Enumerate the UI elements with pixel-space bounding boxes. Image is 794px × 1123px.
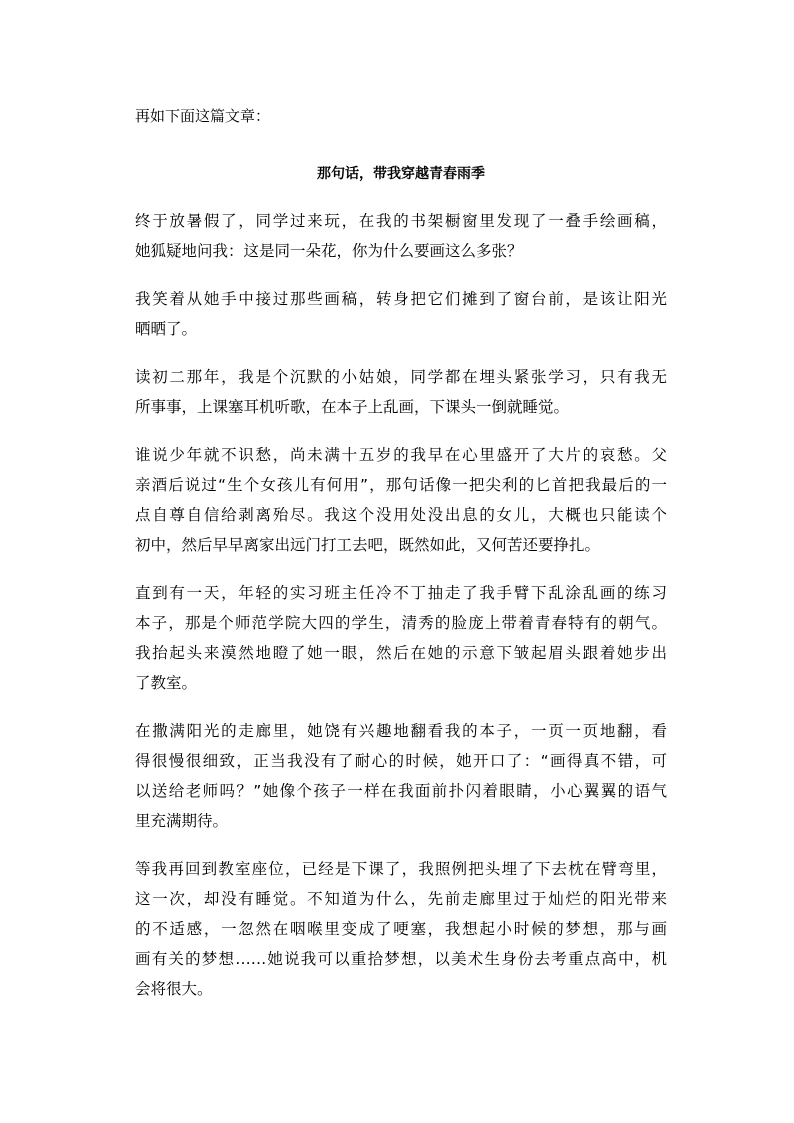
paragraph-line: 会将很大。 — [135, 980, 213, 998]
paragraph-line: 得很慢很细致，正当我没有了耐心的时候，她开口了：“画得真不错，可 — [135, 752, 667, 770]
paragraph — [135, 440, 667, 560]
paragraph — [135, 716, 667, 836]
paragraph-line: 这一次，却没有睡觉。不知道为什么，先前走廊里过于灿烂的阳光带来 — [135, 890, 667, 908]
article-title: 那句话，带我穿越青春雨季 — [317, 166, 485, 182]
paragraph-line: 在撒满阳光的走廊里，她饶有兴趣地翻看我的本子，一页一页地翻，看 — [135, 722, 667, 740]
paragraph-line: 亲酒后说过“生个女孩儿有何用”，那句话像一把尖利的匕首把我最后的一 — [135, 476, 667, 494]
paragraph — [135, 362, 667, 422]
paragraph-line: 终于放暑假了，同学过来玩，在我的书架橱窗里发现了一叠手绘画稿， — [135, 212, 667, 230]
article-body — [135, 206, 667, 1022]
paragraph — [135, 284, 667, 344]
paragraph-line: 画有关的梦想……她说我可以重拾梦想，以美术生身份去考重点高中，机 — [135, 950, 667, 968]
paragraph-line: 她狐疑地问我：这是同一朵花，你为什么要画这么多张？ — [135, 242, 523, 260]
paragraph-line: 的不适感，一忽然在咽喉里变成了哽塞，我想起小时候的梦想，那与画 — [135, 920, 667, 938]
paragraph-line: 谁说少年就不识愁，尚未满十五岁的我早在心里盛开了大片的哀愁。父 — [135, 446, 667, 464]
paragraph — [135, 578, 667, 698]
paragraph-line: 等我再回到教室座位，已经是下课了，我照例把头埋了下去枕在臂弯里， — [135, 860, 667, 878]
paragraph-line: 我抬起头来漠然地瞪了她一眼，然后在她的示意下皱起眉头跟着她步出 — [135, 644, 667, 662]
paragraph — [135, 854, 667, 1004]
paragraph — [135, 206, 667, 266]
paragraph-line: 晒晒了。 — [135, 320, 198, 338]
intro-text: 再如下面这篇文章： — [135, 107, 271, 125]
paragraph-line: 初中，然后早早离家出远门打工去吧，既然如此，又何苦还要挣扎。 — [135, 536, 601, 554]
paragraph-line: 本子，那是个师范学院大四的学生，清秀的脸庞上带着青春特有的朝气。 — [135, 614, 667, 632]
paragraph-line: 了教室。 — [135, 674, 198, 692]
paragraph-line: 以送给老师吗？”她像个孩子一样在我面前扑闪着眼睛，小心翼翼的语气 — [135, 782, 667, 800]
paragraph-line: 里充满期待。 — [135, 812, 229, 830]
paragraph-line: 读初二那年，我是个沉默的小姑娘，同学都在埋头紧张学习，只有我无 — [135, 368, 667, 386]
paragraph-line: 我笑着从她手中接过那些画稿，转身把它们摊到了窗台前，是该让阳光 — [135, 290, 667, 308]
paragraph-line: 点自尊自信给剥离殆尽。我这个没用处没出息的女儿，大概也只能读个 — [135, 506, 667, 524]
paragraph-line: 所事事，上课塞耳机听歌，在本子上乱画，下课头一倒就睡觉。 — [135, 398, 570, 416]
paragraph-line: 直到有一天，年轻的实习班主任冷不丁抽走了我手臂下乱涂乱画的练习 — [135, 584, 667, 602]
